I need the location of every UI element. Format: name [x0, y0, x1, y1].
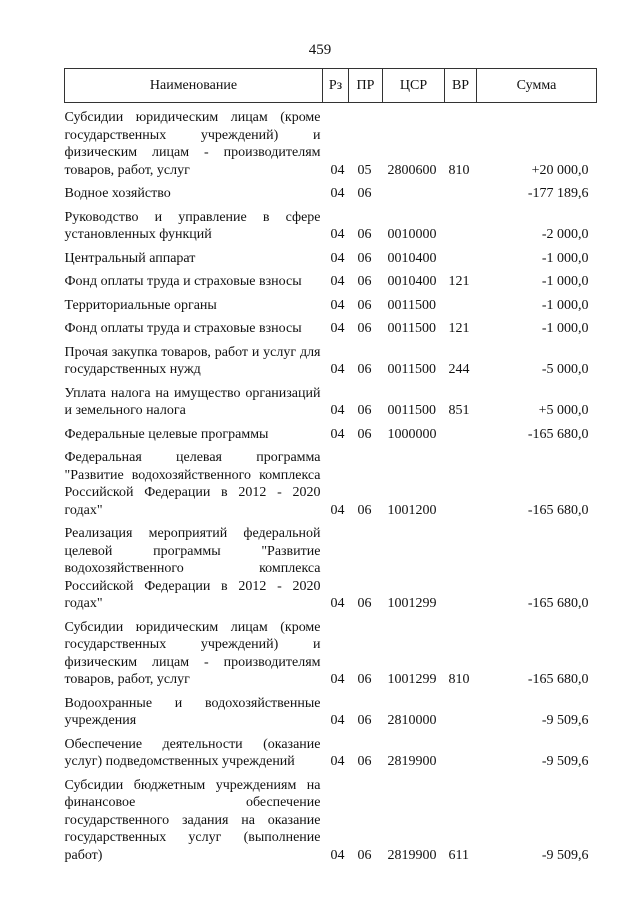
cell-pr: 06 — [357, 502, 372, 518]
cell-csr: 2819900 — [387, 754, 437, 769]
cell-csr: 1001299 — [387, 596, 437, 611]
cell-sum: +5 000,0 — [538, 403, 589, 418]
cell-vr: 611 — [448, 847, 469, 863]
cell-name: Субсидии юридическим лицам (кроме государственных учреждений) и физическим лицам - производителям товаров, работ, услуг — [64, 619, 321, 687]
cell-sum: -177 189,6 — [527, 186, 589, 201]
cell-rz: 04 — [330, 596, 345, 611]
table-row — [65, 203, 597, 244]
cell-pr: 06 — [357, 227, 372, 242]
cell-vr — [445, 689, 477, 730]
cell-vr: 851 — [448, 403, 470, 418]
header-csr: ЦСР — [383, 69, 445, 103]
cell-sum: -1 000,0 — [541, 321, 589, 336]
cell-rz: 04 — [330, 186, 345, 201]
table-row — [65, 379, 597, 420]
cell-rz: 04 — [330, 362, 345, 377]
cell-csr: 0011500 — [387, 297, 436, 313]
cell-rz: 04 — [330, 426, 345, 442]
cell-sum: -1 000,0 — [541, 250, 589, 266]
cell-pr: 06 — [357, 713, 372, 728]
table-row — [65, 771, 597, 865]
cell-pr: 06 — [357, 297, 372, 313]
cell-rz: 04 — [330, 274, 345, 289]
header-vr: ВР — [445, 69, 477, 103]
cell-name: Федеральные целевые программы — [64, 426, 269, 442]
cell-pr: 06 — [357, 362, 372, 377]
cell-csr: 1001200 — [387, 502, 437, 518]
table-row — [65, 314, 597, 338]
cell-name: Руководство и управление в сфере установленных функций — [64, 209, 321, 242]
cell-name: Прочая закупка товаров, работ и услуг для государственных нужд — [64, 344, 321, 377]
table-row — [65, 420, 597, 444]
table-row — [65, 244, 597, 268]
cell-rz: 04 — [330, 502, 345, 518]
cell-csr: 0010400 — [387, 274, 437, 289]
cell-pr: 06 — [357, 186, 372, 201]
header-pr: ПР — [349, 69, 383, 103]
cell-vr: 810 — [448, 162, 470, 178]
cell-name: Территориальные органы — [64, 297, 217, 313]
header-sum: Сумма — [477, 69, 597, 103]
table-header-row — [65, 69, 597, 103]
cell-csr — [383, 179, 445, 203]
cell-name: Центральный аппарат — [64, 250, 196, 266]
cell-vr — [445, 420, 477, 444]
cell-sum: -1 000,0 — [541, 297, 589, 313]
cell-rz: 04 — [330, 227, 345, 242]
cell-sum: -165 680,0 — [527, 596, 589, 611]
table-row — [65, 338, 597, 379]
cell-csr: 0010000 — [387, 227, 437, 242]
table-row — [65, 443, 597, 519]
header-name: Наименование — [65, 69, 323, 103]
cell-vr: 121 — [448, 274, 470, 289]
cell-pr: 06 — [357, 426, 372, 442]
cell-pr: 06 — [357, 274, 372, 289]
cell-csr: 0011500 — [387, 362, 436, 377]
header-rz: Рз — [323, 69, 349, 103]
cell-rz: 04 — [330, 162, 345, 178]
cell-csr: 2810000 — [387, 713, 437, 728]
cell-pr: 06 — [357, 321, 372, 336]
cell-csr: 0011500 — [387, 403, 436, 418]
cell-vr — [445, 291, 477, 315]
cell-csr: 0011500 — [387, 321, 436, 336]
cell-name: Уплата налога на имущество организаций и земельного налога — [64, 385, 321, 418]
cell-sum: -165 680,0 — [527, 502, 589, 518]
cell-rz: 04 — [330, 754, 345, 769]
cell-pr: 06 — [357, 672, 372, 687]
cell-sum: -2 000,0 — [541, 227, 589, 242]
cell-rz: 04 — [330, 713, 345, 728]
cell-vr — [445, 244, 477, 268]
cell-csr: 2800600 — [387, 162, 437, 178]
cell-pr: 06 — [357, 250, 372, 266]
table-row — [65, 267, 597, 291]
cell-sum: -9 509,6 — [541, 847, 589, 863]
cell-vr — [445, 179, 477, 203]
cell-sum: -9 509,6 — [541, 754, 589, 769]
cell-vr — [445, 730, 477, 771]
cell-name: Фонд оплаты труда и страховые взносы — [64, 274, 302, 289]
page-number: 459 — [308, 42, 332, 58]
cell-rz: 04 — [330, 672, 345, 687]
cell-name: Реализация мероприятий федеральной целевой программы "Развитие водохозяйственного комплекса Российской Федерации в 2012 - 2020 годах" — [64, 526, 321, 611]
cell-name: Водное хозяйство — [64, 186, 171, 201]
cell-vr: 121 — [448, 321, 470, 336]
cell-pr: 06 — [357, 403, 372, 418]
cell-pr: 06 — [357, 754, 372, 769]
cell-sum: -165 680,0 — [527, 426, 589, 442]
cell-rz: 04 — [330, 847, 345, 863]
cell-name: Федеральная целевая программа "Развитие водохозяйственного комплекса Российской Федерации в 2012 - 2020 годах" — [64, 450, 321, 518]
cell-sum: -1 000,0 — [541, 274, 589, 289]
table-row — [65, 103, 597, 180]
cell-rz: 04 — [330, 321, 345, 336]
cell-csr: 2819900 — [387, 847, 437, 863]
cell-pr: 06 — [357, 596, 372, 611]
cell-name: Водоохранные и водохозяйственные учреждения — [64, 695, 321, 728]
cell-sum: -9 509,6 — [541, 713, 589, 728]
cell-name: Субсидии юридическим лицам (кроме государственных учреждений) и физическим лицам - производителям товаров, работ, услуг — [64, 110, 321, 178]
table-row — [65, 519, 597, 613]
cell-sum: -5 000,0 — [541, 362, 589, 377]
cell-name: Обеспечение деятельности (оказание услуг) подведомственных учреждений — [64, 736, 321, 769]
cell-csr: 1001299 — [387, 672, 437, 687]
cell-sum: +20 000,0 — [531, 162, 589, 178]
cell-csr: 0010400 — [387, 250, 437, 266]
table-row — [65, 689, 597, 730]
cell-vr: 244 — [448, 362, 470, 377]
cell-name: Субсидии бюджетным учреждениям на финансовое обеспечение государственного задания на оказание государственных услуг (выполнение работ) — [64, 777, 321, 863]
cell-sum: -165 680,0 — [527, 672, 589, 687]
cell-name: Фонд оплаты труда и страховые взносы — [64, 321, 302, 336]
table-row — [65, 291, 597, 315]
cell-rz: 04 — [330, 297, 345, 313]
table-row — [65, 730, 597, 771]
cell-csr: 1000000 — [387, 426, 437, 442]
cell-vr — [445, 443, 477, 519]
cell-pr: 06 — [357, 847, 372, 863]
cell-rz: 04 — [330, 403, 345, 418]
cell-vr: 810 — [448, 672, 470, 687]
table-row — [65, 179, 597, 203]
budget-table — [64, 68, 597, 864]
cell-vr — [445, 203, 477, 244]
cell-rz: 04 — [330, 250, 345, 266]
cell-vr — [445, 519, 477, 613]
table-row — [65, 613, 597, 689]
cell-pr: 05 — [357, 162, 372, 178]
